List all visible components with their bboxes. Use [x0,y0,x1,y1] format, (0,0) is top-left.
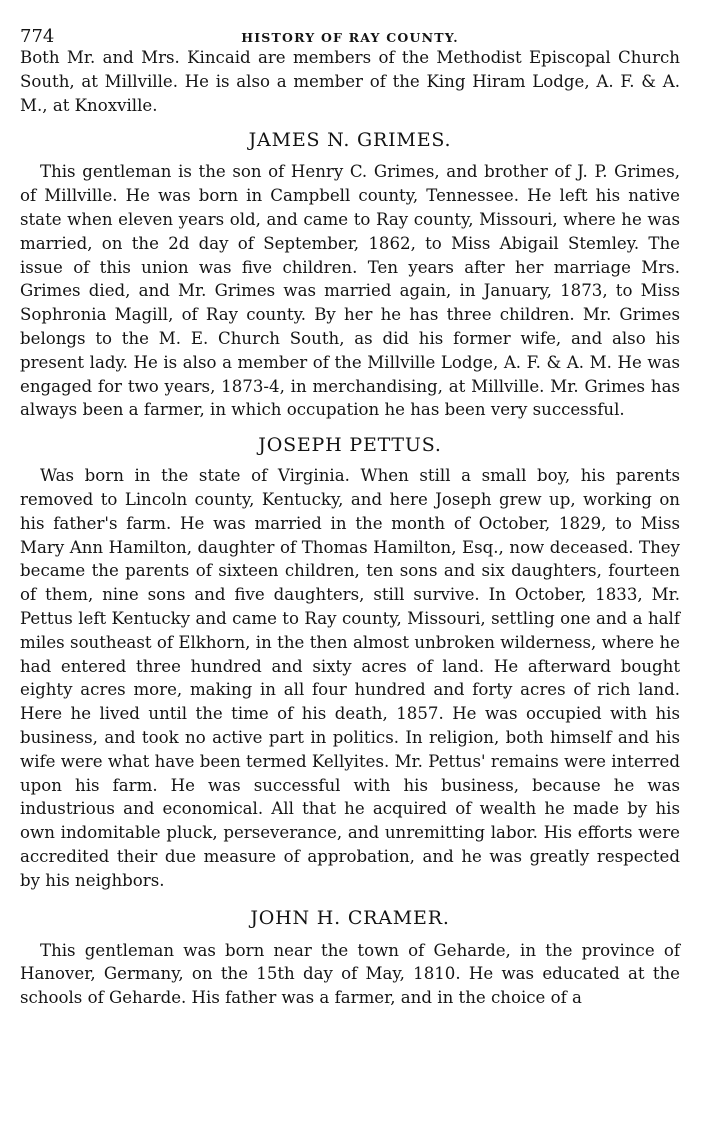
section-heading-cramer: JOHN H. CRAMER. [250,906,450,929]
book-page [20,20,680,1010]
section-body-pettus: Was born in the state of Virginia. When still a small boy, his parents removed to Lincoln county, Kentucky, and here Joseph grew up, working on his father's farm. He was married in the month of October, 1829, to Miss Mary Ann Hamilton, daughter of Thomas Hamilton, Esq., now deceased. They became the parents of sixteen children, ten sons and six daughters, fourteen of them, nine sons and five daughters, still survive. In October, 1833, Mr. Pettus left Kentucky and came to Ray county, Missouri, settling one and a half miles southeast of Elkhorn, in the then almost unbroken wilderness, where he had entered three hundred and sixty acres of land. He afterward bought eighty acres more, making in all four hundred and forty acres of rich land. Here he lived until the time of his death, 1857. He was occupied with his business, and took no active part in politics. In religion, both himself and his wife were what have been termed Kellyites. Mr. Pettus' remains were interred upon his farm. He was successful with his business, because he was industrious and economical. All that he acquired of wealth he made by his own indomitable pluck, perseverance, and unremitting labor. His efforts were accredited their due measure of approbation, and he was greatly respected by his neighbors. [20,466,680,890]
page-header-title: HISTORY OF RAY COUNTY. [241,30,459,45]
section-body-grimes: This gentleman is the son of Henry C. Grimes, and brother of J. P. Grimes, of Millville. He was born in Campbell county, Tennessee. He left his native state when eleven years old, and came to Ray county, Missouri, where he was married, on the 2d day of September, 1862, to Miss Abigail Stemley. The issue of this union was five children. Ten years after her marriage Mrs. Grimes died, and Mr. Grimes was married again, in January, 1873, to Miss Sophronia Magill, of Ray county. By her he has three children. Mr. Grimes belongs to the M. E. Church South, as did his former wife, and also his present lady. He is also a member of the Millville Lodge, A. F. & A. M. He was engaged for two years, 1873-4, in merchandising, at Millville. Mr. Grimes has always been a farmer, in which occupation he has been very successful. [20,162,680,420]
section-heading-pettus: JOSEPH PETTUS. [258,434,442,457]
running-head [20,20,680,46]
section-body-cramer: This gentleman was born near the town of Geharde, in the province of Hanover, Germany, on the 15th day of May, 1810. He was educated at the schools of Geharde. His father was a farmer, and in the choice of a [20,940,680,1008]
section-heading-grimes: JAMES N. GRIMES. [248,129,452,152]
page-number: 774 [20,26,55,47]
intro-paragraph: Both Mr. and Mrs. Kincaid are members of the Methodist Episcopal Church South, at Millville. He is also a member of the King Hiram Lodge, A. F. & A. M., at Knoxville. [20,48,680,115]
